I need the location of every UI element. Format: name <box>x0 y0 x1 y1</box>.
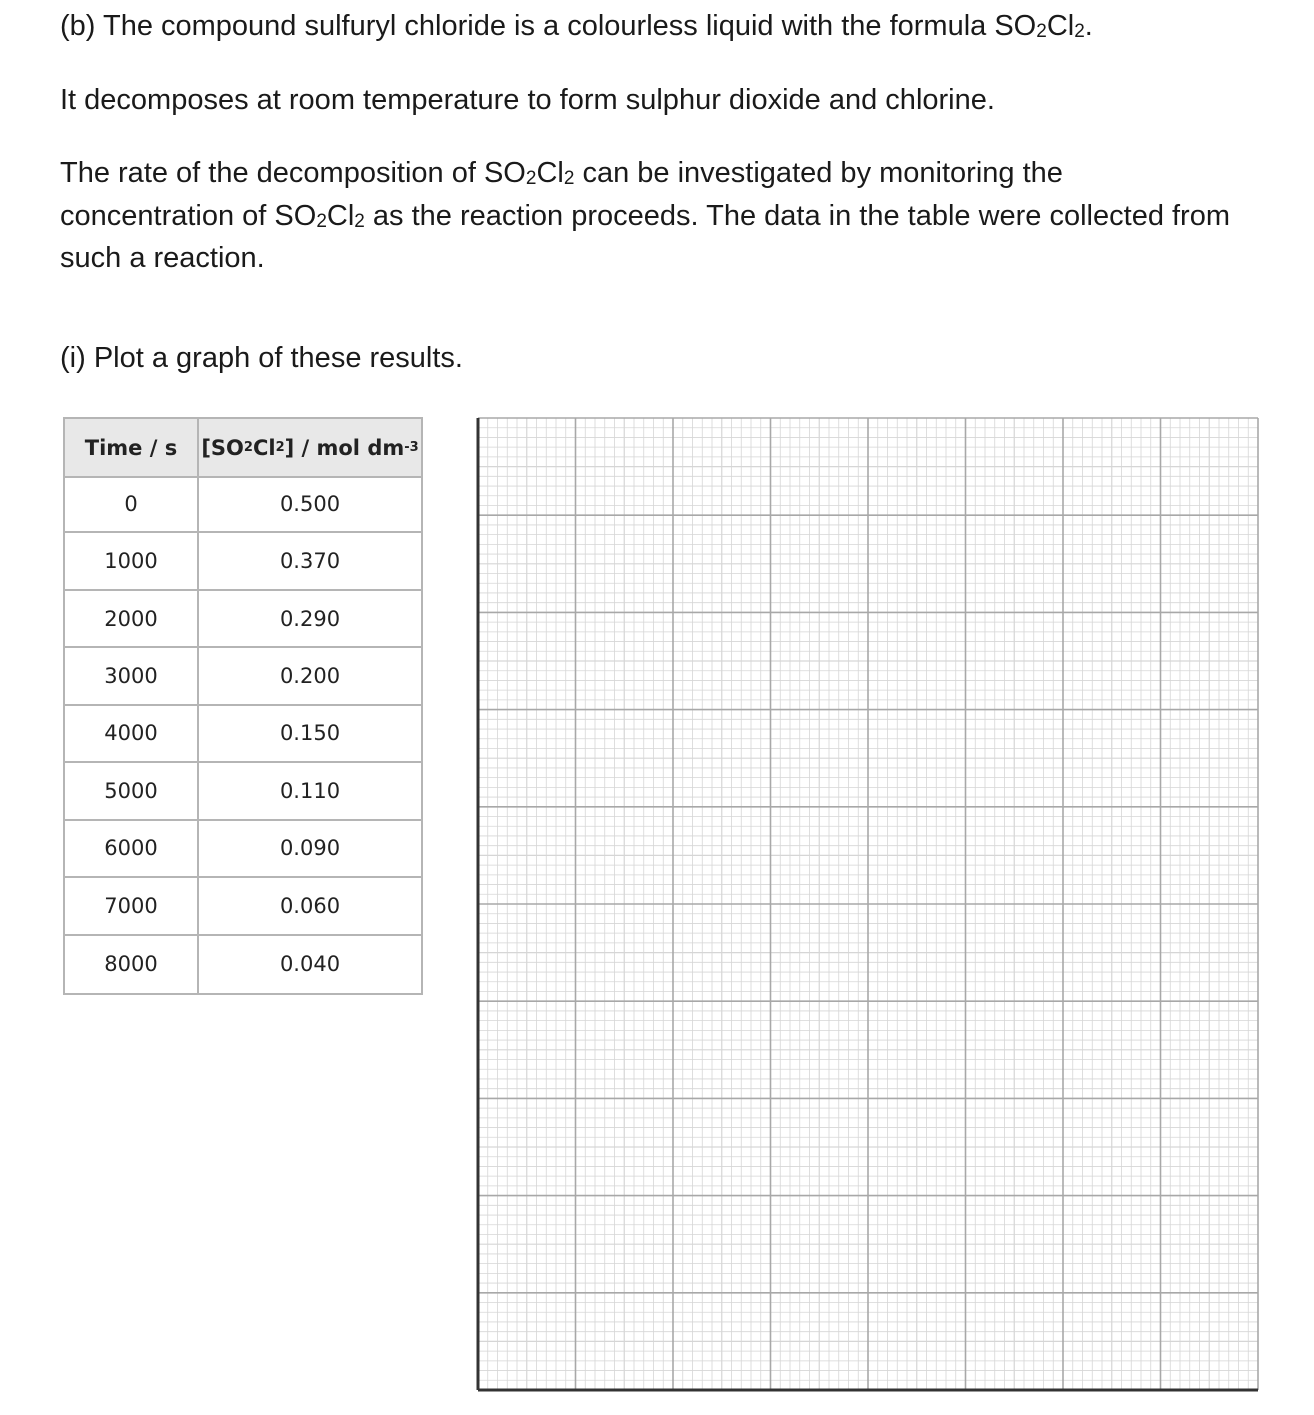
time-cell: 6000 <box>104 836 158 861</box>
concentration-cell: 0.290 <box>197 591 421 646</box>
table-header-row <box>65 419 421 478</box>
subscript: 2 <box>243 440 253 455</box>
header-conc-b: Cl <box>252 435 276 460</box>
graph-paper-grid[interactable] <box>476 416 1260 1392</box>
concentration-cell: 0.150 <box>197 706 421 761</box>
table-row <box>65 936 421 993</box>
table-row <box>65 821 421 878</box>
concentration-cell: 0.500 <box>197 476 421 531</box>
header-conc-c: ] / mol dm <box>284 435 405 460</box>
p3-text-e: as the reaction proceeds. The data in the table were collected from such a reaction. <box>60 199 1231 274</box>
subscript: 2 <box>1074 21 1085 42</box>
time-cell: 1000 <box>104 549 158 574</box>
header-conc-a: [SO <box>201 435 244 460</box>
subscript: 2 <box>525 168 537 189</box>
table-row <box>65 763 421 820</box>
table-row <box>65 878 421 935</box>
time-cell: 3000 <box>104 664 158 689</box>
concentration-cell: 0.370 <box>197 533 421 588</box>
time-cell: 4000 <box>104 721 158 746</box>
time-cell: 5000 <box>104 778 158 803</box>
concentration-cell: 0.040 <box>197 936 421 993</box>
concentration-cell: 0.090 <box>197 821 421 876</box>
subscript: 2 <box>275 440 285 455</box>
time-cell: 8000 <box>104 952 158 977</box>
subscript: 2 <box>563 168 575 189</box>
rate-investigation-paragraph <box>60 155 1240 277</box>
graph-paper[interactable] <box>476 416 1260 1392</box>
task-instruction: (i) Plot a graph of these results. <box>60 342 463 374</box>
p3-text-a: The rate of the decomposition of SO <box>60 157 526 189</box>
concentration-cell: 0.200 <box>197 648 421 703</box>
intro-text-c: . <box>1084 10 1093 42</box>
table-row <box>65 706 421 763</box>
intro-text-b: Cl <box>1046 10 1075 42</box>
p3-text-d: Cl <box>326 199 355 232</box>
table-row <box>65 648 421 705</box>
table-row <box>65 533 421 590</box>
header-time: Time / s <box>84 435 178 460</box>
p3-text-b: Cl <box>536 157 564 189</box>
decomposition-statement: It decomposes at room temperature to form sulphur dioxide and chlorine. <box>60 84 995 116</box>
intro-text-a: (b) The compound sulfuryl chloride is a colourless liquid with the formula SO <box>60 10 1037 42</box>
table-row <box>65 591 421 648</box>
time-cell: 2000 <box>104 606 158 631</box>
question-intro-line <box>60 8 1093 50</box>
concentration-cell: 0.110 <box>197 763 421 818</box>
subscript: 2 <box>1036 21 1047 42</box>
time-cell: 7000 <box>104 893 158 918</box>
concentration-cell: 0.060 <box>197 878 421 933</box>
superscript: -3 <box>404 440 419 455</box>
subscript: 2 <box>316 210 327 232</box>
time-cell: 0 <box>124 491 138 516</box>
data-table <box>63 417 423 995</box>
subscript: 2 <box>354 210 365 232</box>
header-concentration <box>197 419 421 476</box>
table-row <box>65 476 421 533</box>
p3-text-c: can be investigated by monitoring the concentration of SO <box>60 157 1063 232</box>
